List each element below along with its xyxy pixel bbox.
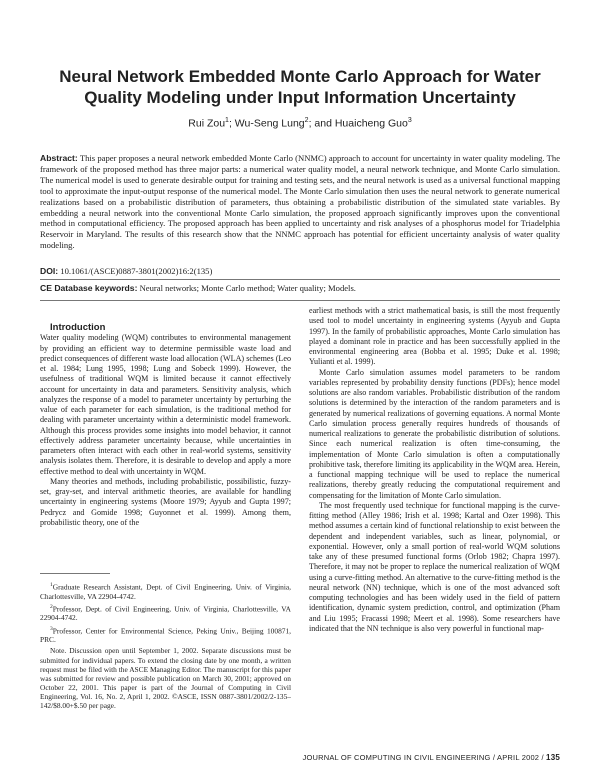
running-head: JOURNAL OF COMPUTING IN CIVIL ENGINEERING / APRIL 2002 / <box>302 753 547 762</box>
doi-label: DOI: <box>40 266 59 276</box>
section-divider <box>40 300 560 301</box>
abstract-text: This paper proposes a neural network embedded Monte Carlo (NNMC) approach to account for uncertainty in water quality modeling. The framework of the proposed method has three major parts: a numerical water quality model, a neural network technique, and Monte Carlo simulation. The numerical model is used to generate desirable output for training and testing sets, and the neural network is used as a universal functional mapping tool to approximate the input-output response of the numerical model. The Monte Carlo simulation then uses the neural network to generate numerical realizations based on a probabilistic distribution of parameters, thus obtaining a probabilistic distribution of the simulated state variables. By embedding a neural network into the conventional Monte Carlo simulation, the proposed approach significantly improves upon the conventional method in computational efficiency. The proposed approach has been applied to uncertainty and risk analyses of a phosphorus model for Triadelphia Reservoir in Maryland. The results of this research show that the NNMC approach has potential for efficient uncertainty analysis of water quality modeling. <box>40 153 561 251</box>
body-paragraph: Many theories and methods, including probabilistic, possibilistic, fuzzy-set, gray-set, and interval arithmetic theories, are available for handling uncertainty in engineering systems (Moore 1979; Ayyub and Gupta 1997; Pedrycz and Gomide 1998; Guyonnet et al. 1999). Among them, probabilistic theory, one of the <box>40 476 291 527</box>
page-number: 135 <box>546 753 560 762</box>
doi-value: 10.1061/(ASCE)0887-3801(2002)16:2(135) <box>60 266 213 276</box>
abstract <box>40 153 560 251</box>
keywords-value: Neural networks; Monte Carlo method; Water quality; Models. <box>139 283 356 293</box>
footnote: $^3$Professor, Center for Environmental Science, Peking Univ., Beijing 100871, PRC. <box>40 625 291 645</box>
intro-heading: Introduction <box>50 322 106 333</box>
footnote-mark: 1 <box>50 582 53 588</box>
footnote: $^2$Professor, Dept. of Civil Engineering, Univ. of Virginia, Charlottesville, VA 22904-4742. <box>40 603 291 623</box>
body-paragraph: earliest methods with a strict mathematical basis, is still the most frequently used tool to model uncertainty in engineering systems (Ayyub and Gupta 1997). In the family of probabilistic approaches, Monte Carlo simulation has played a dominant role in practice and has been successfully applied in the environmental engineering area (Bobba et al. 1995; Duke et al. 1998; Yulianti et al. 1999). <box>309 306 560 367</box>
running-footer <box>300 753 560 762</box>
footnote-divider <box>40 573 110 574</box>
section-divider <box>40 279 560 280</box>
footnote-mark: 2 <box>50 603 53 610</box>
body-paragraph: The most frequently used technique for functional mapping is the curve-fitting method (Alley 1986; Irish et al. 1998; Kartal and Ozer 1998). This method assumes a certain kind of functional relationship to exist between the dependent and independent variables, such as linear, polynomial, or exponential. However, only a small portion of real-world WQM solutions take any of these presumed functional forms (Orlob 1982; Chapra 1997). Therefore, it may not be proper to replace the numerical realization of WQM using a curve-fitting method. An alternative to the curve-fitting method is the neural network (NN) technique, which is one of the most advanced soft computing technologies and has been widely used in the field of pattern identification, dynamic system prediction, control, and optimization (Pham and Liu 1995; Fracassi 1998; Meert et al. 1998). Some researchers have indicated that the NN technique is also very powerful in functional map- <box>309 500 560 633</box>
author-name: Huaicheng Guo <box>334 117 408 130</box>
author-list <box>30 117 570 130</box>
keywords-line <box>40 283 560 293</box>
footnote: $^1$Graduate Research Assistant, Dept. of Civil Engineering, Univ. of Virginia, Charlottesville, VA 22904-4742. <box>40 582 291 601</box>
abstract-label: Abstract: <box>40 153 78 163</box>
author-affiliation-mark: 1 <box>225 117 229 124</box>
body-paragraph: Water quality modeling (WQM) contributes to environmental management by providing an efficient way to determine permissible waste load and predict consequences of different waste load allocation (WLA) schemes (Leo et al. 1984; Lung 1995, 1998; Lung and Sobeck 1999). However, the usefulness of traditional WQM is limited because it cannot effectively account for uncertainty in data and parameters. Sensitivity analysis, which analyzes the response of a model to parameter uncertainty by perturbing the value of each parameter for each simulation, is the traditional method for dealing with parameter uncertainty within a deterministic model framework. Although this process provides some insights into model behavior, it cannot effectively address parameter uncertainty because, while uncertainties in parameters often interact with each other in real-world systems, sensitivity analysis isolates them. Therefore, it is desirable to develop and apply a more effective method to deal with uncertainty in WQM. <box>40 333 291 476</box>
body-column-left <box>40 323 291 528</box>
footnote: Note. Discussion open until September 1, 2002. Separate discussions must be submitted for individual papers. To extend the closing date by one month, a written request must be filed with the ASCE Managing Editor. The manuscript for this paper was submitted for review and possible publication on March 30, 2001; approved on October 22, 2001. This paper is part of the Journal of Computing in Civil Engineering, Vol. 16, No. 2, April 1, 2002. ©ASCE, ISSN 0887-3801/2002/2-135–142/$8.00+$.50 per page. <box>40 646 291 711</box>
author-affiliation-mark: 3 <box>407 117 412 124</box>
author-name: Wu-Seng Lung <box>234 117 305 130</box>
body-paragraph: Monte Carlo simulation assumes model parameters to be random variables represented by probability density functions (PDFs); hence model solutions are also random variables. Probabilistic distribution of the random solutions is determined by the interaction of the random parameters and is generated by numerical realizations of governing equations. A normal Monte Carlo simulation process generally requires hundreds of thousands of numerical realizations to generate the probabilistic distribution of solutions. Since each numerical realization is often time-consuming, the implementation of Monte Carlo simulation is often a computationally prohibitive task, therefore limiting its applicability in the WQM area. Herein, a functional mapping technique will be used to replace the numerical realizations, thereby greatly reducing the computational requirement and compensating for the limitation of Monte Carlo simulation. <box>309 367 560 500</box>
paper-title: Neural Network Embedded Monte Carlo Approach for Water Quality Modeling under Input Information Uncertainty <box>59 67 541 107</box>
footnote-mark: 3 <box>50 625 53 632</box>
footnotes <box>40 581 291 712</box>
doi-line <box>40 266 560 276</box>
author-affiliation-mark: 2 <box>304 117 309 124</box>
author-separator: ; and <box>308 117 335 130</box>
author-separator: ; <box>228 117 235 130</box>
body-column-right <box>309 306 560 634</box>
keywords-label: CE Database keywords: <box>40 283 138 293</box>
author-name: Rui Zou <box>188 117 226 130</box>
